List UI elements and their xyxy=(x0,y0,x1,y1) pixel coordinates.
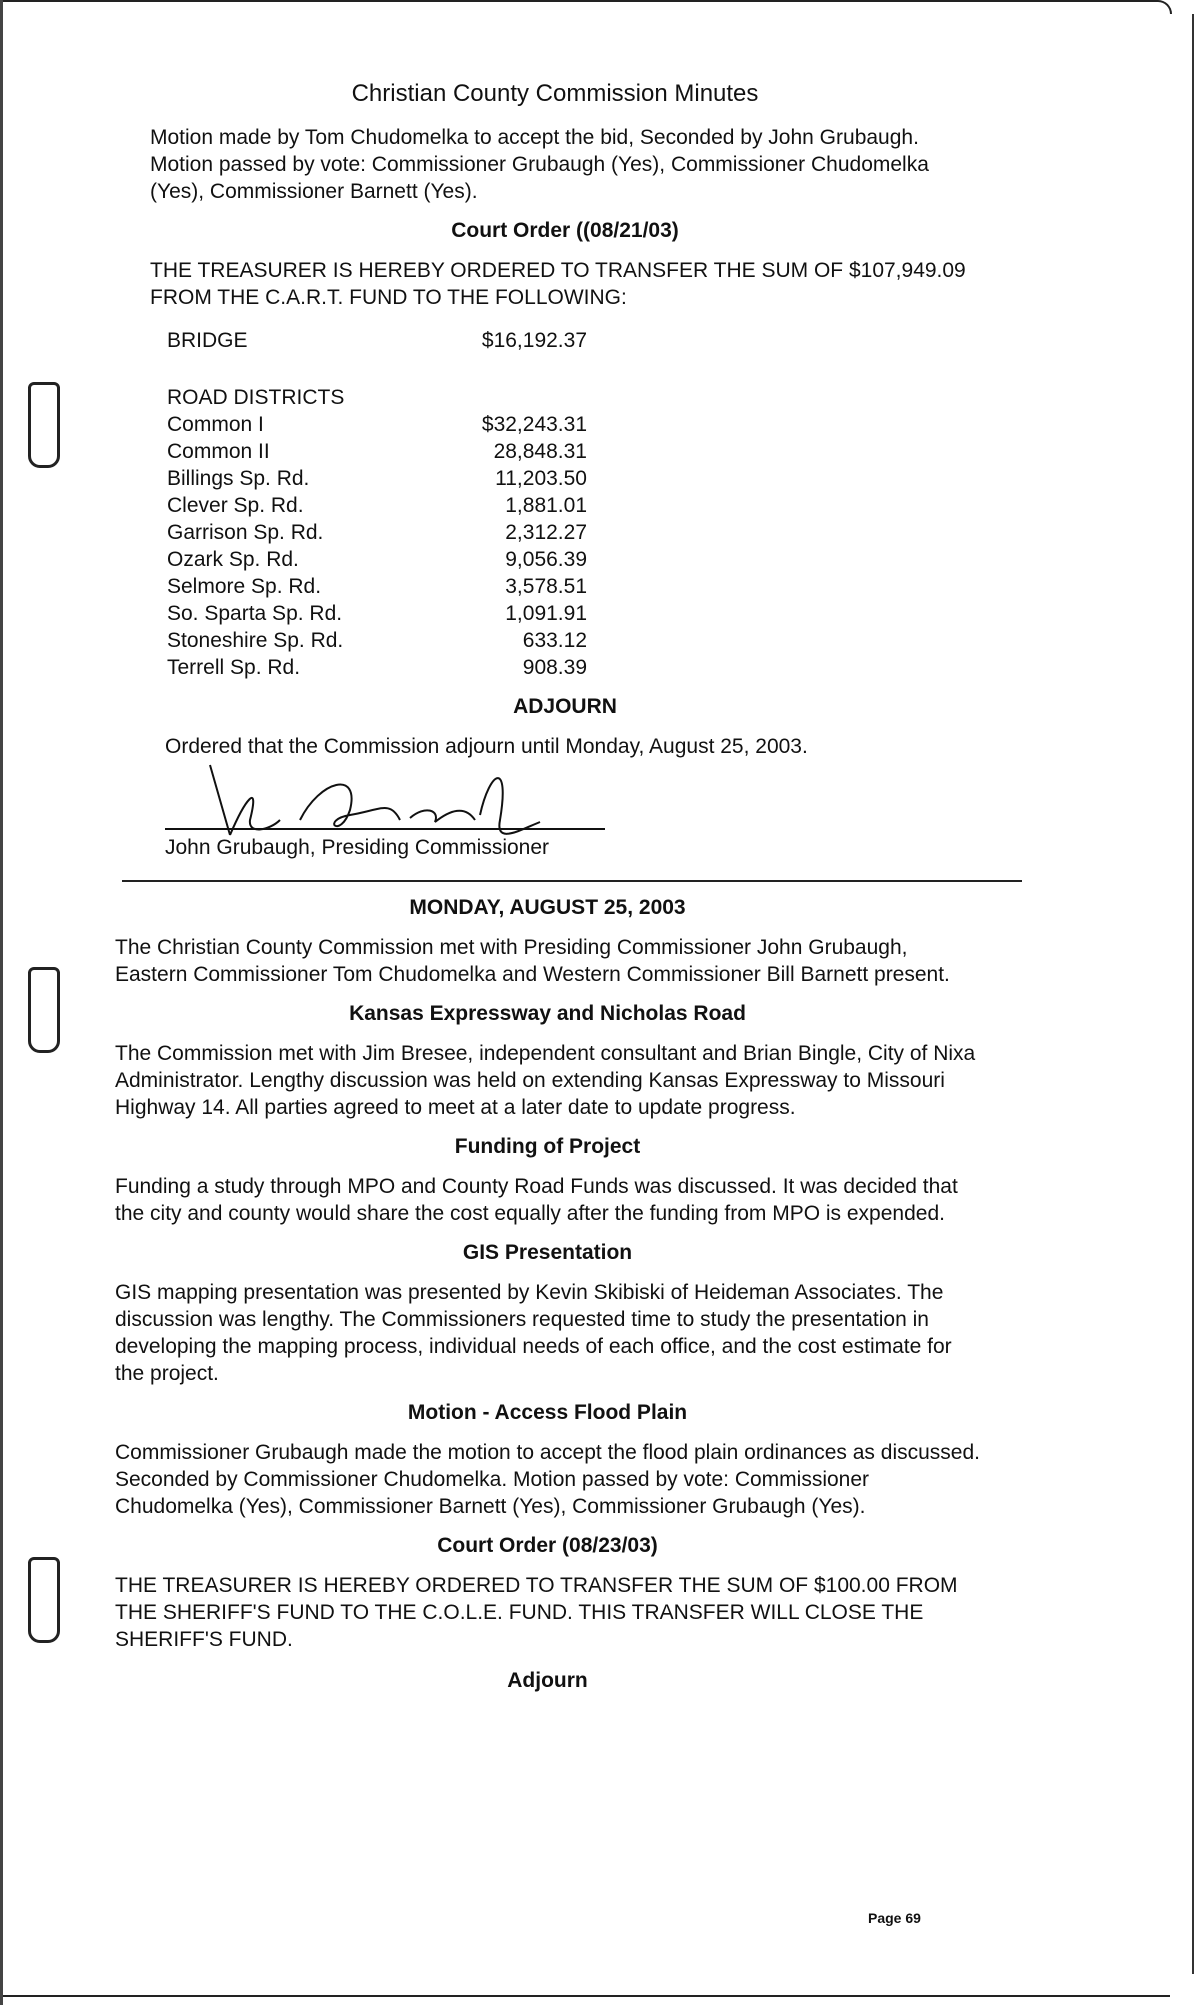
district-name: Selmore Sp. Rd. xyxy=(167,575,322,598)
district-row xyxy=(167,465,980,492)
district-amount: 28,848.31 xyxy=(493,440,587,463)
district-name: So. Sparta Sp. Rd. xyxy=(167,602,343,625)
item-heading: Kansas Expressway and Nicholas Road xyxy=(349,1002,746,1025)
district-row xyxy=(167,519,980,546)
binder-hole-bottom xyxy=(28,1557,60,1643)
district-row xyxy=(167,438,980,465)
document-body xyxy=(115,70,980,1707)
section-aug-21 xyxy=(150,124,980,870)
fund-amount: $16,192.37 xyxy=(481,329,587,352)
court-order-text: THE TREASURER IS HEREBY ORDERED TO TRANSFER THE SUM OF $107,949.09 FROM THE C.A.R.T. FUND TO THE FOLLOWING: xyxy=(150,259,966,309)
district-amount: 2,312.27 xyxy=(505,521,587,544)
section-aug-25 xyxy=(115,896,980,1693)
district-name: Common I xyxy=(167,413,264,436)
district-amount: 11,203.50 xyxy=(495,467,587,490)
district-amount: 3,578.51 xyxy=(505,575,587,598)
district-row xyxy=(167,546,980,573)
court-order-heading: Court Order ((08/21/03) xyxy=(451,219,679,242)
district-name: Billings Sp. Rd. xyxy=(167,467,310,490)
adjourn-heading-2: Adjourn xyxy=(507,1669,588,1692)
item-text: GIS mapping presentation was presented by Kevin Skibiski of Heideman Associates. The discussion was lengthy. The Commissioners requested time to study the presentation in developing the mapping process, individual needs of each office, and the cost estimate for the project. xyxy=(115,1281,952,1385)
district-row xyxy=(167,411,980,438)
road-districts-label: ROAD DISTRICTS xyxy=(167,386,345,409)
road-districts-label-row xyxy=(167,384,980,411)
district-name: Common II xyxy=(167,440,270,463)
item-heading: GIS Presentation xyxy=(462,1241,633,1264)
court-order-heading-2: Court Order (08/23/03) xyxy=(437,1534,658,1557)
page-number: Page 69 xyxy=(868,1910,921,1926)
adjourn-heading: ADJOURN xyxy=(513,695,617,718)
fund-distribution xyxy=(167,327,980,681)
signature-line xyxy=(165,828,605,830)
district-amount: 633.12 xyxy=(522,629,587,652)
district-name: Garrison Sp. Rd. xyxy=(167,521,324,544)
district-row xyxy=(167,492,980,519)
binder-hole-top xyxy=(28,382,60,468)
item-heading: Motion - Access Flood Plain xyxy=(407,1401,688,1424)
item-text: The Commission met with Jim Bresee, independent consultant and Brian Bingle, City of Nixa Administrator. Lengthy discussion was held on extending Kansas Expressway to Missouri Highway 14. All parties agreed to meet at a later date to update progress. xyxy=(115,1042,976,1119)
district-amount: 9,056.39 xyxy=(505,548,587,571)
district-row xyxy=(167,600,980,627)
page-edge-left xyxy=(0,0,3,2005)
court-order-text-2: THE TREASURER IS HEREBY ORDERED TO TRANSFER THE SUM OF $100.00 FROM THE SHERIFF'S FUND TO THE C.O.L.E. FUND. THIS TRANSFER WILL CLOSE THE SHERIFF'S FUND. xyxy=(115,1574,958,1651)
page-edge-top xyxy=(0,0,1172,14)
bridge-row xyxy=(167,327,980,354)
district-row xyxy=(167,654,980,681)
district-amount: $32,243.31 xyxy=(481,413,587,436)
page-edge-bottom xyxy=(0,1995,1170,1997)
item-text: Funding a study through MPO and County Road Funds was discussed. It was decided that the city and county would share the cost equally after the funding from MPO is expended. xyxy=(115,1175,958,1225)
binder-hole-middle xyxy=(28,967,60,1053)
signature-name: John Grubaugh, Presiding Commissioner xyxy=(165,836,550,859)
fund-name: BRIDGE xyxy=(167,329,248,352)
section-divider xyxy=(122,880,1022,882)
district-name: Ozark Sp. Rd. xyxy=(167,548,299,571)
document-title: Christian County Commission Minutes xyxy=(351,80,759,107)
item-heading: Funding of Project xyxy=(454,1135,641,1158)
adjourn-text: Ordered that the Commission adjourn until Monday, August 25, 2003. xyxy=(165,735,808,758)
district-name: Clever Sp. Rd. xyxy=(167,494,304,517)
district-row xyxy=(167,627,980,654)
district-name: Terrell Sp. Rd. xyxy=(167,656,301,679)
district-amount: 1,881.01 xyxy=(505,494,587,517)
motion-paragraph: Motion made by Tom Chudomelka to accept the bid, Seconded by John Grubaugh. Motion passed by vote: Commissioner Grubaugh (Yes), Commissioner Chudomelka (Yes), Commissioner Barnett (Yes). xyxy=(150,126,929,203)
district-row xyxy=(167,573,980,600)
district-amount: 908.39 xyxy=(522,656,587,679)
intro-paragraph: The Christian County Commission met with Presiding Commissioner John Grubaugh, Eastern Commissioner Tom Chudomelka and Western Commissioner Bill Barnett present. xyxy=(115,936,950,986)
date-heading: MONDAY, AUGUST 25, 2003 xyxy=(409,896,686,919)
item-text: Commissioner Grubaugh made the motion to accept the flood plain ordinances as discussed. Seconded by Commissioner Chudomelka. Motion passed by vote: Commissioner Chudomelka (Yes), Commissioner Barnett (Yes), Commissioner Grubaugh (Yes). xyxy=(115,1441,980,1518)
page-edge-right xyxy=(1192,14,1194,1974)
district-amount: 1,091.91 xyxy=(505,602,587,625)
signature-block xyxy=(165,760,980,870)
district-name: Stoneshire Sp. Rd. xyxy=(167,629,344,652)
